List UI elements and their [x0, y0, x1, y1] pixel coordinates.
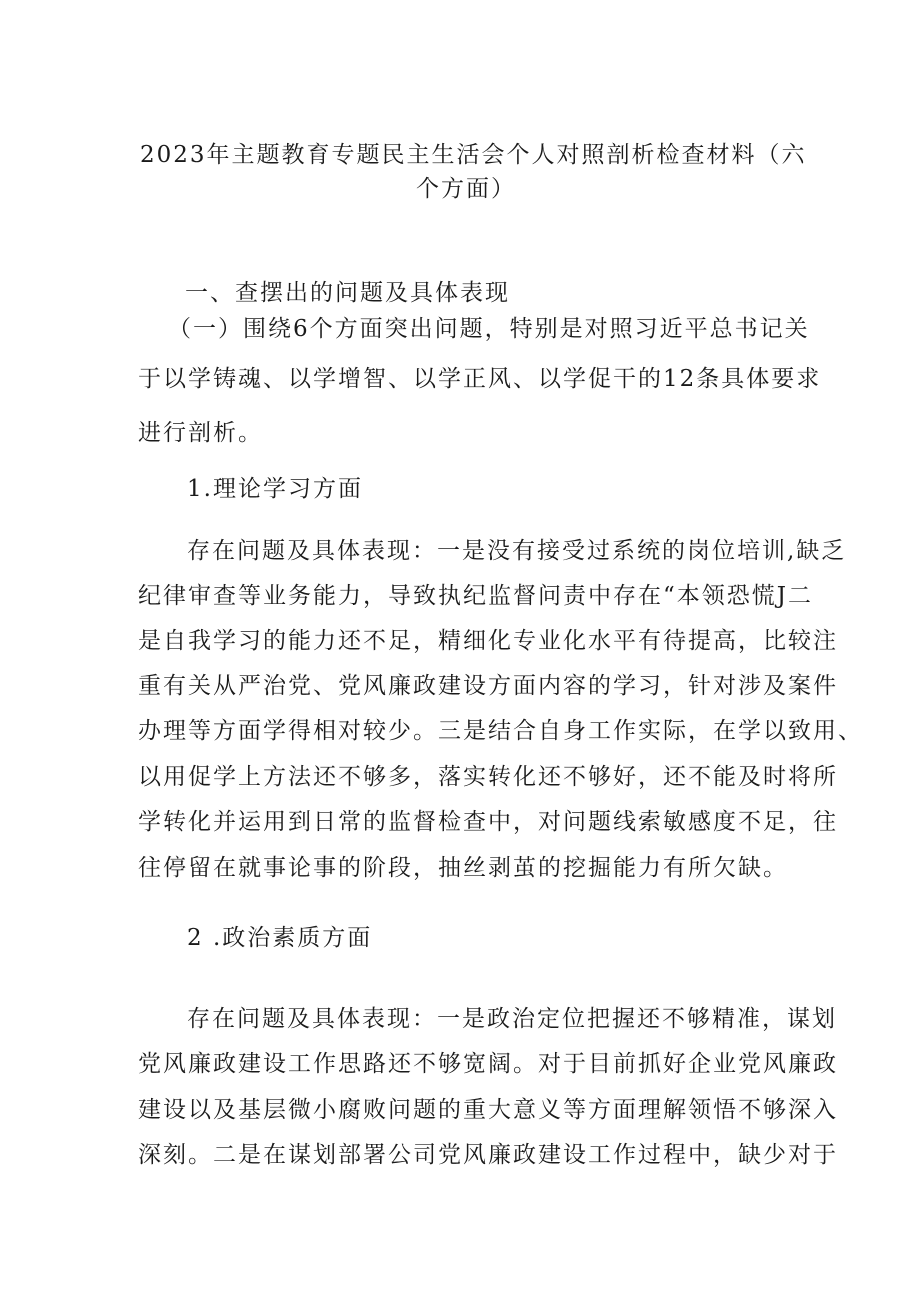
- paragraph-line: 进行剖析。: [138, 420, 263, 446]
- section-heading: 一、查摆出的问题及具体表现: [185, 280, 510, 306]
- paragraph-line: 学转化并运用到日常的监督检查中，对问题线索敏感度不足，往: [138, 809, 838, 835]
- paragraph-line: 纪律审查等业务能力，导致执纪监督问责中存在“本领恐慌J二: [138, 583, 813, 609]
- document-title-line-2: 个方面）: [416, 176, 516, 202]
- paragraph-line: （一）围绕6个方面突出问题，特别是对照习近平总书记关: [168, 316, 810, 342]
- paragraph-line: 以用促学上方法还不够多，落实转化还不够好，还不能及时将所: [138, 764, 838, 790]
- paragraph-line: 深刻。二是在谋划部署公司党风廉政建设工作过程中，缺少对于: [138, 1142, 838, 1168]
- paragraph-line: 重有关从严治党、党风廉政建设方面内容的学习，针对涉及案件: [138, 673, 838, 699]
- item-heading: 2 .政治素质方面: [187, 925, 373, 951]
- paragraph-line: 存在问题及具体表现：一是政治定位把握还不够精准，谋划: [187, 1006, 837, 1032]
- paragraph-line: 于以学铸魂、以学增智、以学正风、以学促干的12条具体要求: [138, 366, 822, 392]
- paragraph-line: 往停留在就事论事的阶段，抽丝剥茧的挖掘能力有所欠缺。: [138, 855, 788, 881]
- paragraph-line: 是自我学习的能力还不足，精细化专业化水平有待提高，比较注: [138, 628, 838, 654]
- paragraph-line: 办理等方面学得相对较少。三是结合自身工作实际，在学以致用、: [138, 718, 863, 744]
- paragraph-line: 存在问题及具体表现：一是没有接受过系统的岗位培训,缺乏: [187, 538, 847, 564]
- item-heading: 1.理论学习方面: [187, 476, 363, 502]
- paragraph-line: 建设以及基层微小腐败问题的重大意义等方面理解领悟不够深入: [138, 1097, 838, 1123]
- document-title-line-1: 2023年主题教育专题民主生活会个人对照剖析检查材料（六: [140, 142, 807, 168]
- paragraph-line: 党风廉政建设工作思路还不够宽阔。对于目前抓好企业党风廉政: [138, 1051, 838, 1077]
